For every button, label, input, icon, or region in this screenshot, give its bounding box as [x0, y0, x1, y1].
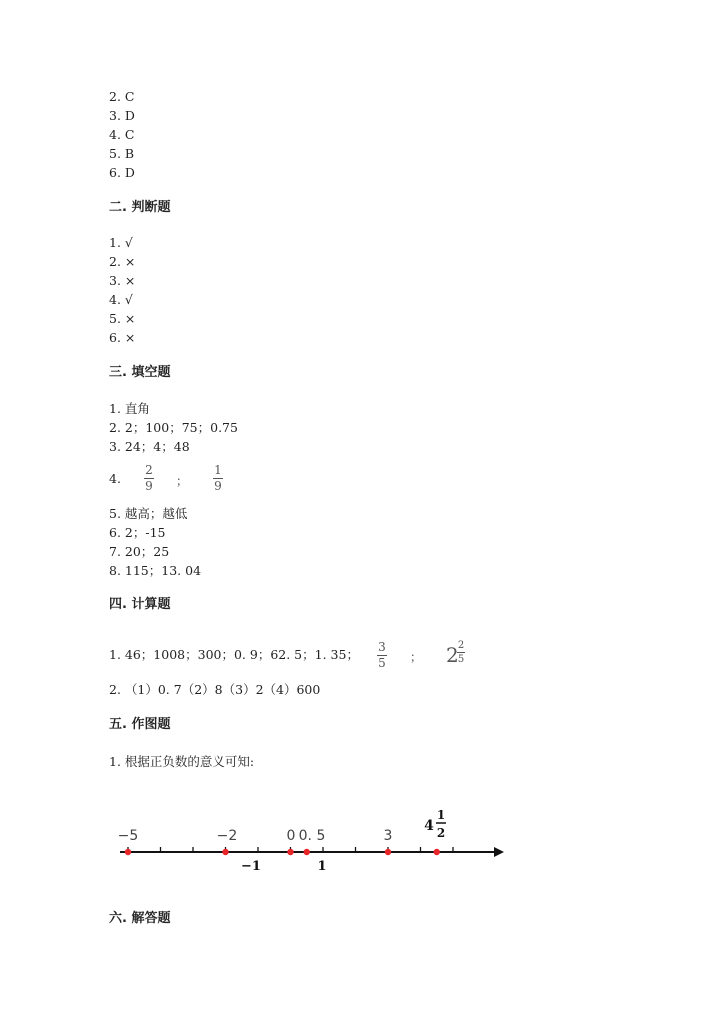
section-heading-fill: 三. 填空题 [109, 365, 171, 380]
calc-answer-1: 1. 46；1008；300；0. 9；62. 5；1. 35； [109, 647, 359, 662]
fraction-numerator: 2 [145, 463, 153, 477]
number-line-arrow [494, 847, 504, 857]
fraction [144, 464, 154, 493]
fill-answer: 8. 115；13. 04 [109, 563, 202, 578]
fraction-numerator: 1 [214, 463, 222, 477]
fraction-denominator: 9 [145, 479, 153, 493]
choice-answer: 2. C [109, 89, 135, 104]
label-minus-1: −1 [241, 859, 261, 874]
fraction-denominator: 5 [457, 654, 465, 665]
judge-answer: 3. × [109, 273, 136, 288]
separator: ； [410, 650, 423, 664]
judge-answer: 2. × [109, 254, 136, 269]
label-0: 0 [286, 828, 296, 844]
draw-answer-1: 1. 根据正负数的意义可知: [109, 754, 255, 769]
label-mixed-whole: 4 [424, 818, 434, 834]
fill-answer: 6. 2；-15 [109, 525, 166, 540]
separator: ； [176, 474, 189, 488]
section-heading-calc: 四. 计算题 [109, 597, 171, 612]
fraction [377, 641, 387, 670]
choice-answer: 3. D [109, 108, 135, 123]
number-line-point [125, 849, 131, 855]
number-line-point [385, 849, 391, 855]
fill-answer: 7. 20；25 [109, 544, 170, 559]
fraction-numerator: 3 [378, 640, 386, 654]
label-minus-2: −2 [216, 828, 238, 844]
label-3: 3 [383, 828, 393, 844]
choice-answer: 5. B [109, 146, 135, 161]
fill-item4-label: 4. [109, 471, 121, 486]
fraction-bar [457, 652, 465, 653]
fraction [213, 464, 223, 493]
number-line-point [304, 849, 310, 855]
number-line-point [222, 849, 228, 855]
label-0-5: 0. 5 [298, 828, 326, 844]
fraction-denominator: 5 [378, 656, 386, 670]
number-line-point [287, 849, 293, 855]
section-heading-judge: 二. 判断题 [109, 200, 171, 215]
fraction [457, 640, 465, 665]
number-line [108, 808, 518, 880]
label-mixed-numerator: 1 [436, 808, 446, 822]
fraction-denominator: 9 [214, 479, 222, 493]
choice-answer: 6. D [109, 165, 135, 180]
number-line-point [434, 849, 440, 855]
mixed-number-whole: 2 [446, 643, 459, 667]
fill-answer: 3. 24；4；48 [109, 439, 190, 454]
fill-answer: 5. 越高；越低 [109, 506, 188, 521]
label-mixed-denominator: 2 [436, 826, 446, 840]
judge-answer: 6. × [109, 330, 136, 345]
label-1: 1 [317, 859, 327, 874]
fraction-numerator: 2 [457, 640, 465, 651]
judge-answer: 1. √ [109, 235, 133, 250]
fill-answer: 2. 2；100；75；0.75 [109, 420, 238, 435]
choice-answer: 4. C [109, 127, 135, 142]
judge-answer: 5. × [109, 311, 136, 326]
fill-answer: 1. 直角 [109, 401, 150, 416]
calc-answer-2: 2. （1）0. 7（2）8（3）2（4）600 [109, 682, 321, 697]
section-heading-solve: 六. 解答题 [109, 911, 171, 926]
label-minus-5: −5 [117, 828, 139, 844]
judge-answer: 4. √ [109, 292, 133, 307]
section-heading-draw: 五. 作图题 [109, 717, 171, 732]
